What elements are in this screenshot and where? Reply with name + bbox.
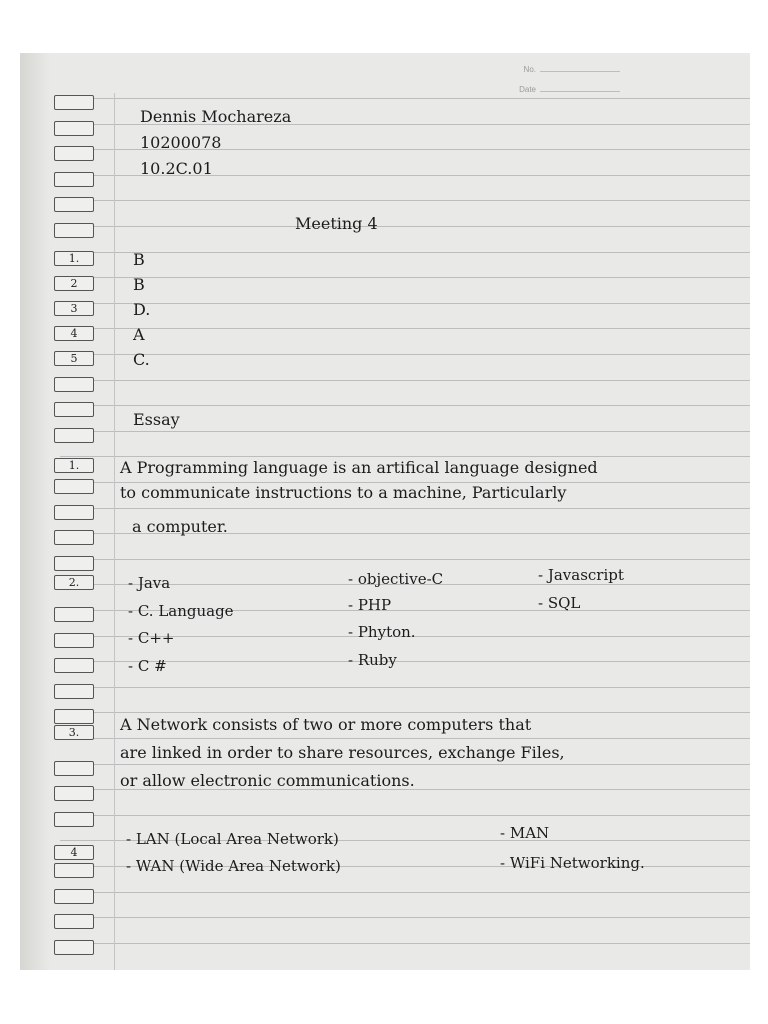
ruled-line: [60, 328, 750, 329]
empty-margin-box: [54, 812, 94, 827]
essay-number: 1.: [54, 458, 94, 473]
empty-margin-box: [54, 633, 94, 648]
language-item: - PHP: [348, 596, 392, 614]
essay-3-line: are linked in order to share resources, exchange Files,: [120, 743, 565, 762]
essay-1-line: A Programming language is an artifical language designed: [120, 458, 598, 477]
network-type: - WAN (Wide Area Network): [126, 857, 341, 875]
essay-number: 2.: [54, 575, 94, 590]
essay-number: 4: [54, 845, 94, 860]
ruled-line: [60, 559, 750, 560]
date-label: Date: [519, 85, 536, 94]
answer-number: 1.: [54, 251, 94, 266]
ruled-line: [60, 277, 750, 278]
answer-letter: C.: [133, 350, 150, 369]
ruled-line: [60, 687, 750, 688]
ruled-line: [60, 738, 750, 739]
language-item: - Javascript: [538, 566, 624, 584]
language-item: - C #: [128, 657, 167, 675]
empty-margin-box: [54, 786, 94, 801]
empty-margin-box: [54, 658, 94, 673]
ruled-line: [60, 303, 750, 304]
ruled-line: [60, 354, 750, 355]
ruled-line: [60, 252, 750, 253]
essay-1-line: to communicate instructions to a machine, Particularly: [120, 483, 567, 502]
answer-letter: B: [133, 250, 145, 269]
network-type: - MAN: [500, 824, 550, 842]
empty-margin-box: [54, 172, 94, 187]
language-item: - SQL: [538, 594, 581, 612]
student-class: 10.2C.01: [140, 159, 213, 178]
empty-margin-box: [54, 479, 94, 494]
empty-margin-box: [54, 505, 94, 520]
empty-margin-box: [54, 607, 94, 622]
empty-margin-box: [54, 684, 94, 699]
empty-margin-box: [54, 863, 94, 878]
empty-margin-box: [54, 914, 94, 929]
language-item: - Ruby: [348, 651, 397, 669]
notebook-page: [20, 53, 750, 970]
ruled-line: [60, 917, 750, 918]
ruled-line: [60, 380, 750, 381]
ruled-line: [60, 712, 750, 713]
ruled-line: [60, 892, 750, 893]
no-field: [524, 65, 620, 74]
empty-margin-box: [54, 377, 94, 392]
answer-letter: A: [133, 325, 145, 344]
essay-1-line: a computer.: [132, 517, 228, 536]
language-item: - C++: [128, 629, 175, 647]
page-shadow: [20, 53, 50, 970]
answer-number: 2: [54, 276, 94, 291]
empty-margin-box: [54, 121, 94, 136]
empty-margin-box: [54, 556, 94, 571]
empty-margin-box: [54, 428, 94, 443]
ruled-line: [60, 405, 750, 406]
network-type: - LAN (Local Area Network): [126, 830, 339, 848]
answer-letter: D.: [133, 300, 151, 319]
student-id: 10200078: [140, 133, 222, 152]
empty-margin-box: [54, 761, 94, 776]
margin-line: [114, 93, 115, 970]
language-item: - C. Language: [128, 602, 234, 620]
answer-number: 5: [54, 351, 94, 366]
ruled-line: [60, 98, 750, 99]
empty-margin-box: [54, 530, 94, 545]
no-label: No.: [523, 65, 536, 74]
language-item: - Java: [128, 574, 171, 592]
empty-margin-box: [54, 402, 94, 417]
empty-margin-box: [54, 197, 94, 212]
empty-margin-box: [54, 146, 94, 161]
answer-number: 3: [54, 301, 94, 316]
language-item: - Phyton.: [348, 623, 416, 641]
empty-margin-box: [54, 95, 94, 110]
ruled-line: [60, 943, 750, 944]
ruled-line: [60, 200, 750, 201]
essay-3-line: or allow electronic communications.: [120, 771, 415, 790]
ruled-line: [60, 431, 750, 432]
empty-margin-box: [54, 709, 94, 724]
essay-heading: Essay: [133, 410, 180, 429]
empty-margin-box: [54, 223, 94, 238]
empty-margin-box: [54, 940, 94, 955]
ruled-line: [60, 456, 750, 457]
essay-3-line: A Network consists of two or more computers that: [120, 715, 532, 734]
language-item: - objective-C: [348, 570, 444, 588]
essay-number: 3.: [54, 725, 94, 740]
answer-letter: B: [133, 275, 145, 294]
empty-margin-box: [54, 889, 94, 904]
network-type: - WiFi Networking.: [500, 854, 645, 872]
ruled-line: [60, 508, 750, 509]
ruled-line: [60, 815, 750, 816]
student-name: Dennis Mochareza: [140, 107, 292, 126]
date-field: [519, 85, 620, 94]
page-title: Meeting 4: [295, 214, 378, 233]
ruled-line: [60, 226, 750, 227]
ruled-line: [60, 764, 750, 765]
answer-number: 4: [54, 326, 94, 341]
